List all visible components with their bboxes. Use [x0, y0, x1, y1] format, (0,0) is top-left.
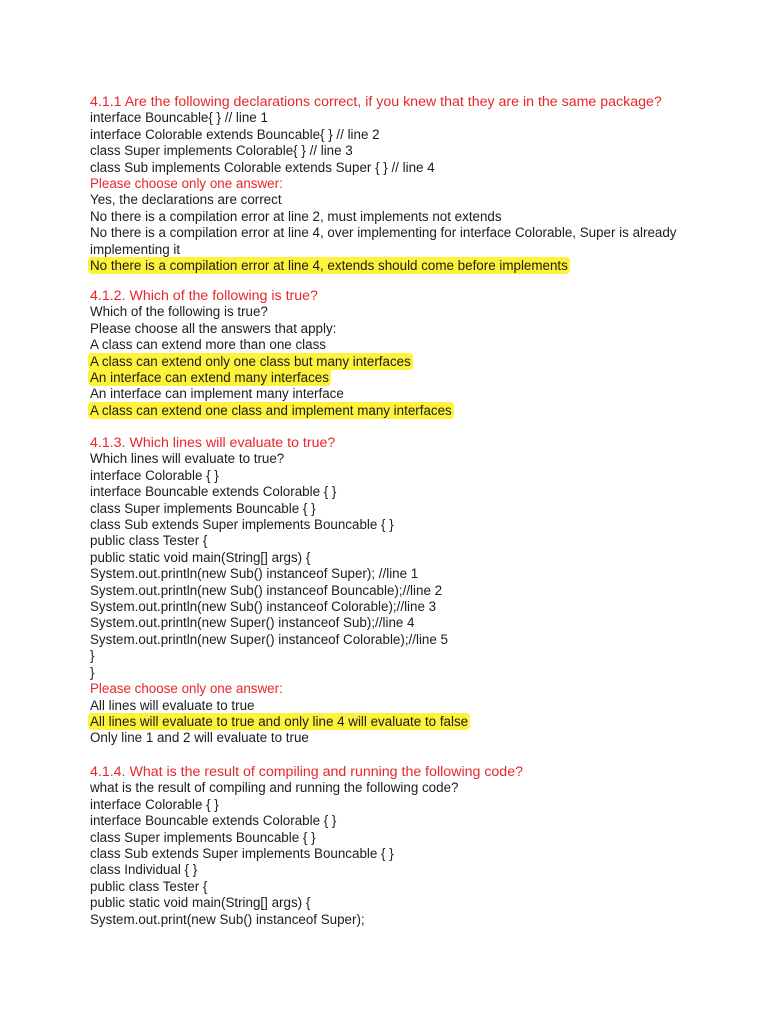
question-body [90, 451, 690, 746]
question-body [90, 304, 690, 419]
code-line [90, 517, 690, 533]
line-text: System.out.println(new Super() instanceof Sub);//line 4 [90, 615, 415, 631]
question-4-1-4 [90, 764, 690, 928]
question-4-1-3 [90, 435, 690, 747]
line-text: An interface can implement many interface [90, 386, 344, 402]
question-body [90, 780, 690, 928]
line-text: System.out.println(new Sub() instanceof Bouncable);//line 2 [90, 582, 443, 598]
question-title: 4.1.4. What is the result of compiling and running the following code? [90, 764, 523, 780]
line-text: Which of the following is true? [90, 304, 268, 320]
code-line [90, 533, 690, 549]
answer-instruction [90, 681, 690, 697]
line-text: public static void main(String[] args) { [90, 549, 311, 565]
code-line [90, 797, 690, 813]
code-line [90, 879, 690, 895]
line-text: } [90, 664, 95, 680]
answer-option [90, 209, 690, 225]
line-text: All lines will evaluate to true and only line 4 will evaluate to false [90, 713, 469, 729]
line-text: System.out.println(new Sub() instanceof Colorable);//line 3 [90, 599, 437, 615]
code-line [90, 599, 690, 615]
line-text: Yes, the declarations are correct [90, 192, 282, 208]
code-line [90, 550, 690, 566]
line-text: interface Colorable { } [90, 796, 219, 812]
answer-option-highlighted [90, 258, 690, 274]
answer-option [90, 225, 690, 258]
line-text: System.out.print(new Sub() instanceof Super); [90, 911, 365, 927]
code-line [90, 895, 690, 911]
line-text: Which lines will evaluate to true? [90, 451, 285, 467]
code-line [90, 566, 690, 582]
code-line [90, 846, 690, 862]
question-title: 4.1.2. Which of the following is true? [90, 288, 318, 304]
code-line [90, 665, 690, 681]
line-text: interface Colorable { } [90, 467, 219, 483]
question-title: 4.1.1 Are the following declarations correct, if you knew that they are in the same package? [90, 94, 662, 110]
line-text: System.out.println(new Super() instanceof Colorable);//line 5 [90, 631, 448, 647]
code-line [90, 583, 690, 599]
line-text: class Super implements Bouncable { } [90, 829, 316, 845]
line-text: No there is a compilation error at line 4, extends should come before implements [90, 258, 568, 274]
line-text: class Individual { } [90, 862, 198, 878]
line-text: Only line 1 and 2 will evaluate to true [90, 730, 309, 746]
code-line [90, 484, 690, 500]
question-body [90, 110, 690, 274]
answer-option-highlighted [90, 354, 690, 370]
line-text: interface Bouncable{ } // line 1 [90, 110, 268, 126]
line-text: An interface can extend many interfaces [90, 370, 329, 386]
line-text: class Super implements Bouncable { } [90, 500, 316, 516]
answer-option-highlighted [90, 714, 690, 730]
code-line [90, 813, 690, 829]
code-line [90, 304, 690, 320]
answer-option [90, 730, 690, 746]
code-line [90, 632, 690, 648]
code-line [90, 780, 690, 796]
question-4-1-1 [90, 94, 690, 274]
code-line [90, 451, 690, 467]
line-text: A class can extend one class and implement many interfaces [90, 402, 452, 418]
line-text: interface Bouncable extends Colorable { } [90, 484, 337, 500]
line-text: } [90, 648, 95, 664]
code-line [90, 615, 690, 631]
answer-option [90, 192, 690, 208]
line-text: what is the result of compiling and running the following code? [90, 780, 459, 796]
line-text: Please choose all the answers that apply: [90, 320, 337, 336]
line-text: class Sub extends Super implements Bouncable { } [90, 517, 394, 533]
code-line [90, 110, 690, 126]
line-text: No there is a compilation error at line 2, must implements not extends [90, 208, 502, 224]
code-line [90, 321, 690, 337]
code-line [90, 830, 690, 846]
line-text: System.out.println(new Sub() instanceof Super); //line 1 [90, 566, 419, 582]
answer-option-highlighted [90, 370, 690, 386]
code-line [90, 143, 690, 159]
code-line [90, 862, 690, 878]
code-line [90, 160, 690, 176]
line-text: class Super implements Colorable{ } // line 3 [90, 143, 353, 159]
answer-option [90, 698, 690, 714]
code-line [90, 127, 690, 143]
answer-option-highlighted [90, 403, 690, 419]
line-text: Please choose only one answer: [90, 176, 283, 192]
code-line [90, 912, 690, 928]
line-text: All lines will evaluate to true [90, 697, 255, 713]
line-text: public static void main(String[] args) { [90, 895, 311, 911]
line-text: A class can extend more than one class [90, 337, 326, 353]
code-line [90, 648, 690, 664]
line-text: interface Bouncable extends Colorable { } [90, 813, 337, 829]
line-text: class Sub implements Colorable extends Super { } // line 4 [90, 159, 435, 175]
code-line [90, 501, 690, 517]
line-text: A class can extend only one class but many interfaces [90, 353, 411, 369]
line-text: Please choose only one answer: [90, 681, 283, 697]
question-4-1-2 [90, 288, 690, 419]
answer-option [90, 386, 690, 402]
line-text: public class Tester { [90, 533, 208, 549]
answer-instruction [90, 176, 690, 192]
code-line [90, 468, 690, 484]
line-text: No there is a compilation error at line 4, over implementing for interface Colorable, Super is already implementing it [90, 225, 677, 257]
answer-option [90, 337, 690, 353]
question-title: 4.1.3. Which lines will evaluate to true? [90, 435, 336, 451]
line-text: class Sub extends Super implements Bouncable { } [90, 846, 394, 862]
line-text: interface Colorable extends Bouncable{ } // line 2 [90, 126, 380, 142]
line-text: public class Tester { [90, 878, 208, 894]
